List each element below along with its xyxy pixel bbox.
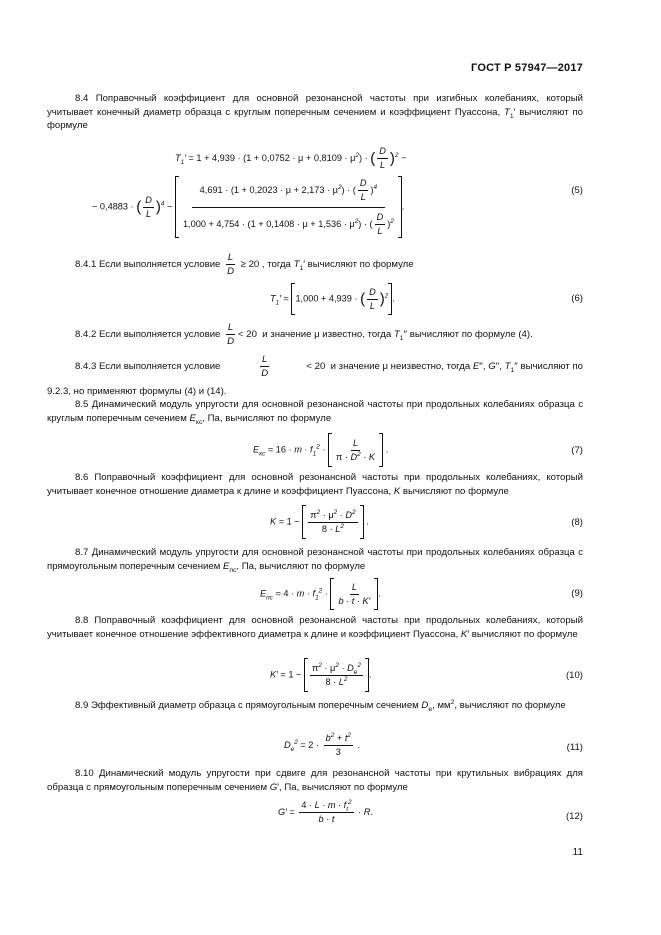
equation-7-number: (7) — [571, 445, 583, 456]
paragraph-8-5: 8.5 Динамический модуль упругости для основной резонансной частоты при продольных колебаниях образца с круглым поперечным сечением $E_{кс}$, Па, вычисляют по формуле — [47, 399, 583, 426]
paragraph-8-9: 8.9 Эффективный диаметр образца с прямоугольным поперечным сечением $D_e$, $мм^2$, вычисляют по формуле — [75, 698, 566, 713]
equation-12-number: (12) — [565, 811, 583, 822]
equation-5-line-1: $T_1' = 1 + 4,939 \cdot (1 + 0,0752 \cdot \mu + 0,8109 \cdot \mu^2)$ · ( $\frac{D}{L}$ )$^2$ − — [175, 146, 407, 170]
equation-11: $D_e^2 = 2$ · $\frac{b^2 + t^2}{3}$ . — [284, 731, 361, 757]
paragraph-8-6: 8.6 Поправочный коэффициент для основной резонансной частоты при продольных колебаниях, который учитывает конечное отношение диаметра к длине и коэффициент Пуассона, K вычисляют по формуле — [47, 472, 583, 497]
equation-5-number: (5) — [571, 185, 583, 196]
equation-9-number: (9) — [571, 588, 583, 599]
equation-6-number: (6) — [571, 293, 583, 304]
equation-10-number: (10) — [565, 670, 583, 681]
paragraph-8-10: 8.10 Динамический модуль упругости при сдвиге для резонансной частоты при крутильных вибрациях для образца с прямоугольным поперечным сечением G′, Па, вычисляют по формуле — [47, 768, 583, 793]
equation-5-line-2: − 0,4883 · ( $\frac{D}{L}$ )$^4$ − $4,691 \cdot (1 + 0,2023 \cdot \mu + 2,173 \cdot \mu^2)$ · ( $\frac{D}{L}$ )$^4$ $1,000 + 4,754 \cdot (1 + 0,1408 \cdot \mu + 1,536 \cdot \mu^2)$ · ( $\frac{D}{L}$ )$^2$ . — [92, 176, 404, 238]
paragraph-8-4-3-cont: 9.2.3, но применяют формулы (4) и (14). — [47, 386, 227, 397]
equation-11-number: (11) — [566, 742, 583, 753]
page-number: 11 — [572, 847, 583, 858]
equation-8-number: (8) — [571, 517, 583, 528]
equation-7: $E_{кс} = 16 \cdot m \cdot f_1^2$ · $\frac{L}{\pi \cdot D^2 \cdot K}$ . — [253, 433, 388, 467]
equation-12: G′ = $\frac{4 \cdot L \cdot m \cdot f_t^2}{b \cdot t}$ · R. — [278, 798, 373, 824]
equation-9: $E_{пс} = 4 \cdot m \cdot f_1^2$ · $\frac{L}{b \cdot t \cdot K'}$ . — [260, 578, 381, 610]
paragraph-8-4-2: 8.4.2 Если выполняется условие $\frac{L}{D}$ < 20 и значение μ известно, тогда $T_1''$ вычисляют по формуле (4). — [75, 322, 533, 347]
document-header: ГОСТ Р 57947—2017 — [471, 62, 583, 74]
paragraph-8-8: 8.8 Поправочный коэффициент для основной резонансной частоты при продольных колебаниях, который учитывает конечное отношение эффективного диаметра к длине и коэффициент Пуассона, K′ вычисляют по формуле — [47, 615, 583, 640]
equation-8: K = 1 − $\frac{\pi^2 \cdot \mu^2 \cdot D^2}{8 \cdot L^2}$ . — [270, 505, 369, 539]
equation-10: K′ = 1 − $\frac{\pi^2 \cdot \mu^2 \cdot D_e^2}{8 \cdot L^2}$ . — [270, 658, 372, 692]
paragraph-8-4-1: 8.4.1 Если выполняется условие $\frac{L}{D}$ ≥ 20 , тогда $T_1'$ вычисляют по формуле — [75, 252, 414, 277]
paragraph-8-7: 8.7 Динамический модуль упругости для основной резонансной частоты при продольных колебаниях образца с прямоугольным поперечным сечением $E_{пс}$, Па, вычисляют по формуле — [47, 547, 583, 574]
equation-6: $T_1' = 1,000 + 4,939$ · ( $\frac{D}{L}$ )$^2$ . — [270, 283, 395, 315]
paragraph-8-4: 8.4 Поправочный коэффициент для основной резонансной частоты при изгибных колебаниях, который учитывает конечный диаметр образца с круглым поперечным сечением и коэффициент Пуассона, $T_1'$ вычисляют по формуле — [47, 93, 583, 131]
paragraph-8-4-3: 8.4.3 Если выполняется условие $\frac{L}{D}$ < 20 и значение μ неизвестно, тогда E′′, G′′, $T_1''$ вычисляют по — [75, 354, 583, 379]
